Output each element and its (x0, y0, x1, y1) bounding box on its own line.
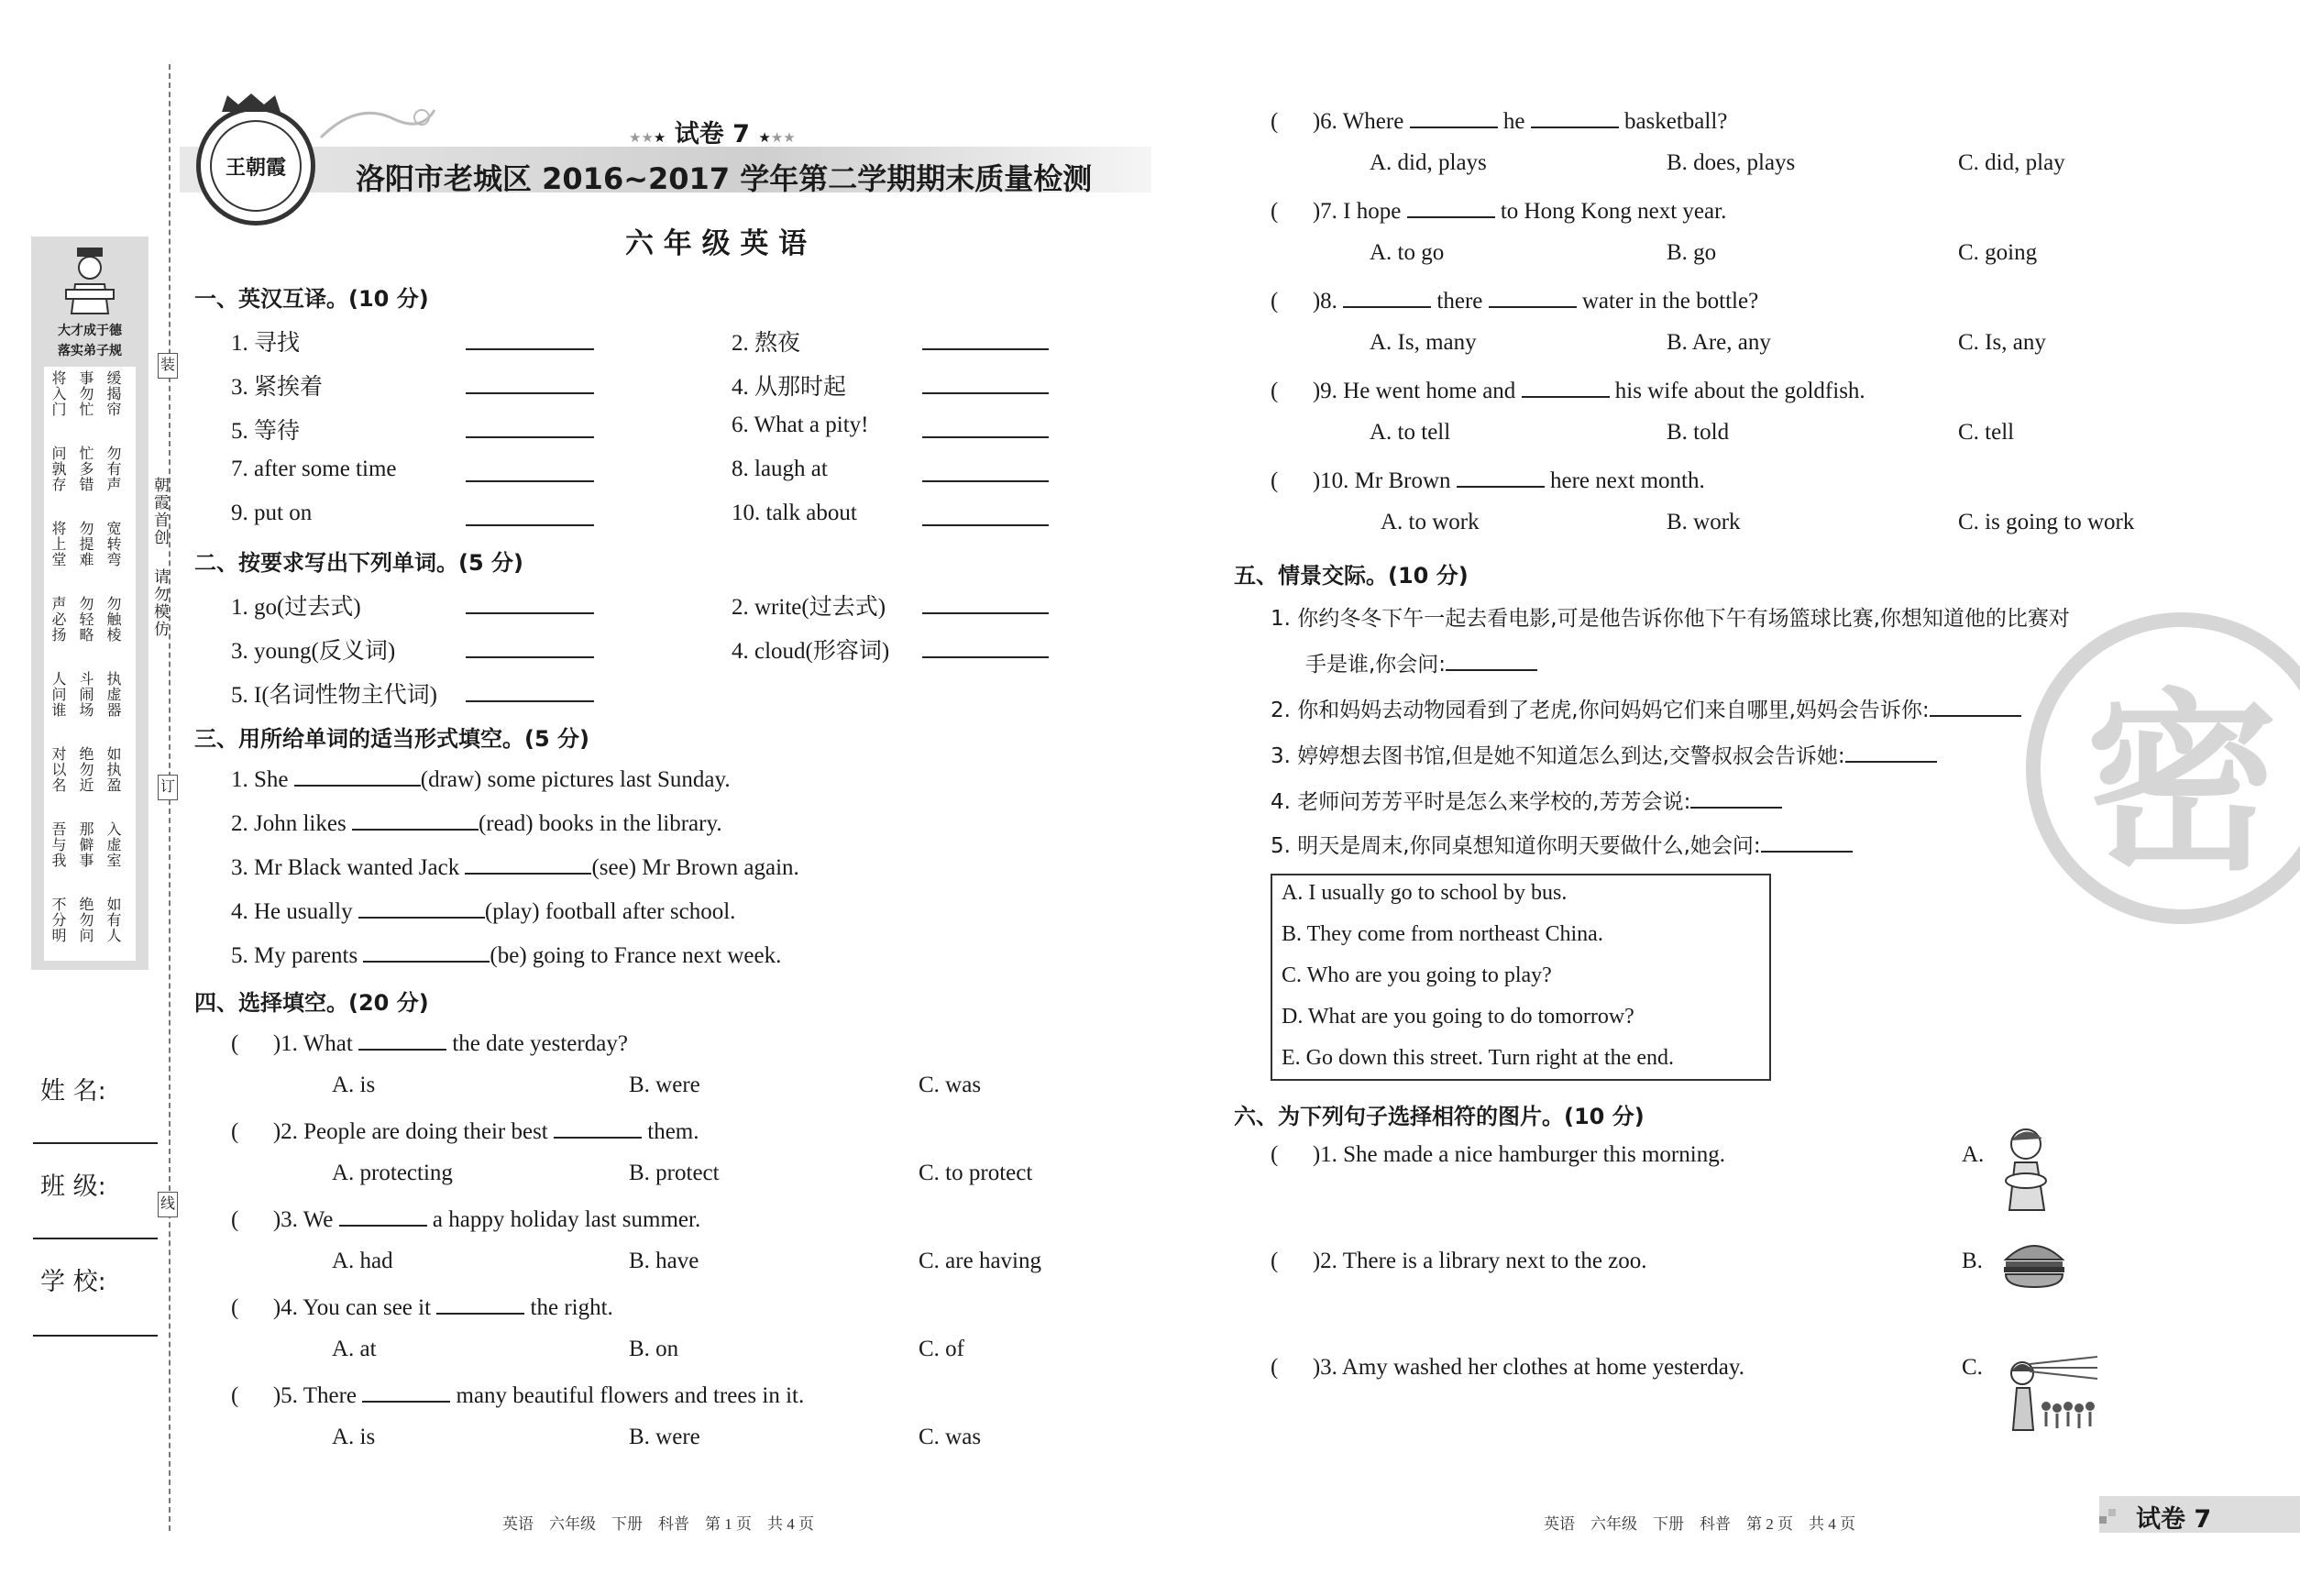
choice-question (231, 1205, 700, 1233)
answer-blank[interactable] (1930, 695, 2021, 717)
word-answer-field[interactable] (922, 656, 1049, 658)
answer-paren[interactable]: ( (231, 1031, 239, 1056)
answer-paren[interactable]: ( (1271, 379, 1279, 403)
class-label: 班 级: (40, 1172, 106, 1201)
answer-blank[interactable] (1343, 286, 1431, 308)
vocab-answer-field[interactable] (466, 436, 594, 438)
scenario-item (1271, 601, 2070, 632)
question-text: there (1436, 289, 1483, 314)
scenario-text: 1. 你约冬冬下午一起去看电影,可是他告诉你他下午有场篮球比赛,你想知道他的比赛对 (1271, 607, 2070, 631)
question-text: )5. There (272, 1383, 357, 1408)
answer-option[interactable]: A. to work (1381, 510, 1480, 534)
motto-column: 执虚器 (105, 671, 120, 718)
girl-cooking-picture (1995, 1124, 2059, 1212)
scenario-text: 4. 老师问芳芳平时是怎么来学校的,芳芳会说: (1271, 790, 1691, 814)
motto-column: 如执盈 (105, 746, 120, 793)
question-text: )7. I hope (1312, 199, 1402, 224)
motto-column: 宽转弯 (105, 521, 120, 567)
vocab-answer-field[interactable] (922, 348, 1049, 350)
sentence-start: 2. John likes (231, 811, 347, 836)
name-field[interactable] (33, 1142, 158, 1144)
answer-paren[interactable]: ( (1271, 1355, 1279, 1380)
vocab-item-left: 9. put on (231, 501, 313, 525)
answer-blank[interactable] (1531, 106, 1619, 128)
section5-title: 五、情景交际。(10 分) (1234, 563, 1469, 589)
answer-option[interactable]: A. is (332, 1073, 376, 1097)
sentence-text: )1. She made a nice hamburger this morning. (1312, 1142, 1725, 1167)
picture-match-item (1271, 1249, 1647, 1274)
answer-option[interactable]: A. to go (1370, 240, 1445, 265)
sentence-text: )2. There is a library next to the zoo. (1312, 1249, 1647, 1273)
picture-label: B. (1962, 1249, 1983, 1273)
motto-column: 入虚室 (105, 821, 120, 868)
star-icon: ★ (758, 129, 771, 146)
picture-label: C. (1962, 1355, 1983, 1380)
seal-text-1: 朝霞首创 (151, 477, 169, 546)
answer-option[interactable]: C. going (1958, 240, 2038, 265)
motto-column: 勿有声 (105, 446, 120, 492)
fill-sentence (231, 765, 731, 793)
vocab-answer-field[interactable] (466, 348, 594, 350)
secret-watermark: 密 (2026, 612, 2300, 924)
scenario-item (1271, 693, 2021, 723)
scenario-text: 2. 你和妈妈去动物园看到了老虎,你问妈妈它们来自哪里,妈妈会告诉你: (1271, 699, 1930, 722)
choice-question (231, 1117, 699, 1145)
section6-title: 六、为下列句子选择相符的图片。(10 分) (1234, 1104, 1645, 1129)
question-text: )9. He went home and (1312, 379, 1516, 403)
choice-question (1271, 106, 1727, 135)
question-text: water in the bottle? (1581, 289, 1759, 314)
answer-blank[interactable] (362, 1381, 450, 1403)
question-text: )6. Where (1312, 109, 1404, 134)
answer-blank[interactable] (554, 1117, 642, 1139)
word-item-right: 2. write(过去式) (732, 595, 886, 620)
cut-mark-3: 线 (158, 1192, 178, 1217)
dialogue-choice: E. Go down this street. Turn right at the end. (1282, 1046, 1674, 1070)
question-text: here next month. (1550, 468, 1705, 493)
choices-box (1271, 874, 1771, 1081)
page-subtitle: 六 年 级 英 语 (625, 227, 808, 260)
motto-column: 吾与我 (50, 821, 65, 868)
question-text: the right. (530, 1295, 613, 1320)
hamburger-picture (2002, 1238, 2066, 1289)
answer-paren[interactable]: ( (1271, 1142, 1279, 1167)
answer-option[interactable]: B. go (1667, 240, 1717, 265)
sentence-text: )3. Amy washed her clothes at home yesterday. (1312, 1355, 1744, 1380)
answer-blank[interactable] (1446, 649, 1537, 671)
word-answer-field[interactable] (466, 700, 594, 702)
question-text: his wife about the goldfish. (1614, 379, 1865, 403)
scenario-item (1271, 785, 1782, 815)
answer-option[interactable]: A. Is, many (1370, 330, 1477, 355)
vocab-answer-field[interactable] (922, 436, 1049, 438)
answer-paren[interactable]: ( (231, 1207, 239, 1232)
section4-title: 四、选择填空。(20 分) (194, 990, 429, 1016)
answer-paren[interactable]: ( (231, 1119, 239, 1144)
vocab-answer-field[interactable] (922, 392, 1049, 394)
word-item-left: 3. young(反义词) (231, 639, 396, 664)
choice-question (1271, 286, 1758, 314)
word-answer-field[interactable] (466, 612, 594, 614)
school-label: 学 校: (40, 1268, 106, 1296)
vocab-answer-field[interactable] (922, 524, 1049, 526)
fill-sentence (231, 897, 735, 925)
question-text: )1. What (272, 1031, 353, 1056)
dialogue-choice: C. Who are you going to play? (1282, 963, 1552, 987)
word-item-left: 5. I(名词性物主代词) (231, 683, 437, 708)
answer-blank[interactable] (1407, 196, 1495, 218)
choice-question (231, 1029, 628, 1057)
answer-option[interactable]: B. were (629, 1425, 700, 1449)
answer-blank[interactable] (465, 853, 591, 875)
sentence-start: 3. Mr Black wanted Jack (231, 855, 460, 880)
school-field[interactable] (33, 1335, 158, 1337)
answer-blank[interactable] (352, 809, 479, 831)
answer-option[interactable]: A. to tell (1370, 420, 1451, 445)
motto-column: 勿轻略 (77, 596, 93, 643)
answer-blank[interactable] (358, 1029, 446, 1051)
motto-column: 人问谁 (50, 671, 65, 718)
sentence-start: 5. My parents (231, 943, 358, 968)
motto-column: 声必扬 (50, 596, 65, 643)
answer-blank[interactable] (1410, 106, 1498, 128)
answer-option[interactable]: B. work (1667, 510, 1741, 534)
fill-sentence (231, 941, 781, 969)
star-icon: ★★ (629, 129, 654, 146)
vocab-item-right: 8. laugh at (732, 457, 828, 481)
seal-text-2: 请勿模仿 (151, 568, 169, 638)
sentence-end: (read) books in the library. (478, 811, 722, 836)
word-item-right: 4. cloud(形容词) (732, 639, 890, 664)
answer-paren[interactable]: ( (1271, 199, 1279, 224)
scenario-item (1305, 647, 1537, 677)
answer-blank[interactable] (1761, 831, 1853, 853)
question-text: a happy holiday last summer. (432, 1207, 701, 1232)
motto-column: 将入门 (50, 370, 65, 417)
picture-label: A. (1962, 1142, 1985, 1167)
question-text: )2. People are doing their best (272, 1119, 548, 1144)
answer-blank[interactable] (1489, 286, 1577, 308)
footer-right: 英语 六年级 下册 科普 第 2 页 共 4 页 (1544, 1515, 1855, 1533)
motto-column: 问孰存 (50, 446, 65, 492)
cut-mark-1: 装 (158, 353, 178, 379)
question-text: )10. Mr Brown (1312, 468, 1451, 493)
fill-sentence (231, 809, 722, 837)
question-text: to Hong Kong next year. (1500, 199, 1727, 224)
choice-question (231, 1293, 613, 1321)
choice-question (1271, 376, 1865, 404)
motto-column: 将上堂 (50, 521, 65, 567)
paper-tag: ★★★ 试卷 7 ★★★ (629, 120, 796, 149)
answer-option[interactable]: C. was (919, 1073, 982, 1097)
section3-title: 三、用所给单词的适当形式填空。(5 分) (194, 726, 589, 752)
ribbon-icon (312, 101, 440, 147)
question-text: the date yesterday? (452, 1031, 628, 1056)
scenario-text: 5. 明天是周末,你同桌想知道你明天要做什么,她会问: (1271, 834, 1761, 858)
question-text: )4. You can see it (272, 1295, 432, 1320)
answer-option[interactable]: C. to protect (919, 1161, 1033, 1185)
section2-title: 二、按要求写出下列单词。(5 分) (194, 550, 523, 576)
picture-match-item (1271, 1355, 1744, 1381)
choice-question (1271, 196, 1726, 225)
question-text: )8. (1312, 289, 1337, 314)
answer-paren[interactable]: ( (231, 1295, 239, 1320)
answer-paren[interactable]: ( (231, 1383, 239, 1408)
answer-blank[interactable] (1690, 787, 1782, 809)
choice-question (1271, 466, 1705, 494)
answer-blank[interactable] (339, 1205, 427, 1227)
dialogue-choice: B. They come from northeast China. (1282, 922, 1603, 946)
answer-paren[interactable]: ( (1271, 468, 1279, 493)
answer-option[interactable]: B. Are, any (1667, 330, 1771, 355)
vocab-item-right: 4. 从那时起 (732, 375, 847, 400)
vocab-item-right: 6. What a pity! (732, 413, 869, 437)
answer-option[interactable]: C. did, play (1958, 150, 2065, 175)
word-answer-field[interactable] (922, 612, 1049, 614)
answer-option[interactable]: A. is (332, 1425, 376, 1449)
answer-blank[interactable] (358, 897, 485, 919)
sentence-end: (be) going to France next week. (490, 943, 782, 968)
scenario-text: 3. 婷婷想去图书馆,但是她不知道怎么到达,交警叔叔会告诉她: (1271, 744, 1845, 768)
answer-option[interactable]: B. does, plays (1667, 150, 1796, 175)
question-text: basketball? (1623, 109, 1728, 134)
motto-column: 如有人 (105, 897, 120, 943)
cut-mark-2: 订 (158, 775, 178, 800)
motto-column: 那僻事 (77, 821, 93, 868)
star-icon: ★ (653, 129, 666, 146)
section1-title: 一、英汉互译。(10 分) (194, 286, 429, 312)
scenario-item (1271, 739, 1937, 769)
footer-tag: 试卷 7 (2136, 1505, 2212, 1534)
answer-option[interactable]: B. have (629, 1249, 699, 1273)
motto-column: 绝勿问 (77, 897, 93, 943)
answer-option[interactable]: B. told (1667, 420, 1730, 445)
answer-paren[interactable]: ( (1271, 109, 1279, 134)
picture-match-item (1271, 1142, 1725, 1168)
answer-option[interactable]: C. Is, any (1958, 330, 2046, 355)
sentence-end: (play) football after school. (484, 899, 736, 924)
word-answer-field[interactable] (466, 656, 594, 658)
scholar-icon (62, 244, 117, 317)
footer-tag-decoration (2099, 1509, 2118, 1527)
motto-line-1: 大才成于德 (58, 324, 122, 338)
answer-paren[interactable]: ( (1271, 1249, 1279, 1273)
answer-option[interactable]: A. had (332, 1249, 393, 1273)
sentence-start: 1. She (231, 767, 289, 792)
vocab-item-right: 10. talk about (732, 501, 857, 525)
vocab-item-left: 7. after some time (231, 457, 397, 481)
page-title: 洛阳市老城区 2016~2017 学年第二学期期末质量检测 (356, 161, 1093, 196)
answer-option[interactable]: C. was (919, 1425, 982, 1449)
vocab-answer-field[interactable] (466, 480, 594, 482)
sentence-end: (draw) some pictures last Sunday. (420, 767, 731, 792)
vocab-item-right: 2. 熬夜 (732, 331, 801, 356)
answer-option[interactable]: B. were (629, 1073, 700, 1097)
logo-text: 王朝霞 (225, 156, 286, 180)
vocab-answer-field[interactable] (922, 480, 1049, 482)
question-text: )3. We (272, 1207, 334, 1232)
answer-option[interactable]: C. are having (919, 1249, 1041, 1273)
word-item-left: 1. go(过去式) (231, 595, 361, 620)
answer-blank[interactable] (1522, 376, 1610, 398)
motto-column: 勿触棱 (105, 596, 120, 643)
question-text: he (1502, 109, 1525, 134)
motto-column: 事勿忙 (77, 370, 93, 417)
answer-blank[interactable] (1457, 466, 1545, 488)
motto-column: 缓揭帘 (105, 370, 120, 417)
motto-column: 忙多错 (77, 446, 93, 492)
motto-columns (48, 370, 132, 957)
answer-blank[interactable] (294, 765, 421, 787)
dialogue-choice: D. What are you going to do tomorrow? (1282, 1005, 1634, 1029)
star-icon: ★★ (770, 129, 796, 146)
answer-option[interactable]: B. on (629, 1337, 679, 1361)
sentence-end: (see) Mr Brown again. (591, 855, 799, 880)
vocab-item-left: 1. 寻找 (231, 331, 301, 356)
answer-paren[interactable]: ( (1271, 289, 1279, 314)
dialogue-choice: A. I usually go to school by bus. (1282, 881, 1568, 905)
answer-option[interactable]: A. at (332, 1337, 377, 1361)
answer-option[interactable]: A. did, plays (1370, 150, 1487, 175)
choice-question (231, 1381, 804, 1409)
answer-blank[interactable] (363, 941, 490, 963)
answer-blank[interactable] (1845, 741, 1937, 763)
question-text: many beautiful flowers and trees in it. (456, 1383, 805, 1408)
vocab-item-left: 5. 等待 (231, 419, 301, 444)
crown-icon (218, 92, 284, 114)
motto-column: 绝勿近 (77, 746, 93, 793)
class-field[interactable] (33, 1238, 158, 1239)
answer-blank[interactable] (436, 1293, 524, 1315)
scenario-item (1271, 829, 1853, 859)
vocab-item-left: 3. 紧挨着 (231, 375, 324, 400)
vocab-answer-field[interactable] (466, 392, 594, 394)
fill-sentence (231, 853, 799, 881)
motto-line-2: 落实弟子规 (58, 344, 122, 358)
motto-column: 对以名 (50, 746, 65, 793)
logo-seal (196, 106, 315, 226)
scenario-text: 手是谁,你会问: (1305, 653, 1447, 677)
sentence-start: 4. He usually (231, 899, 353, 924)
answer-option[interactable]: B. protect (629, 1161, 720, 1185)
motto-column: 勿提难 (77, 521, 93, 567)
motto-column: 斗闹场 (77, 671, 93, 718)
name-label: 姓 名: (40, 1077, 106, 1106)
motto-column: 不分明 (50, 897, 65, 943)
footer-left: 英语 六年级 下册 科普 第 1 页 共 4 页 (502, 1515, 814, 1533)
vocab-answer-field[interactable] (466, 524, 594, 526)
question-text: them. (647, 1119, 699, 1144)
answer-option[interactable]: C. is going to work (1958, 510, 2135, 534)
children-picture (2002, 1355, 2103, 1434)
answer-option[interactable]: C. of (919, 1337, 964, 1361)
answer-option[interactable]: C. tell (1958, 420, 2015, 445)
answer-option[interactable]: A. protecting (332, 1161, 453, 1185)
